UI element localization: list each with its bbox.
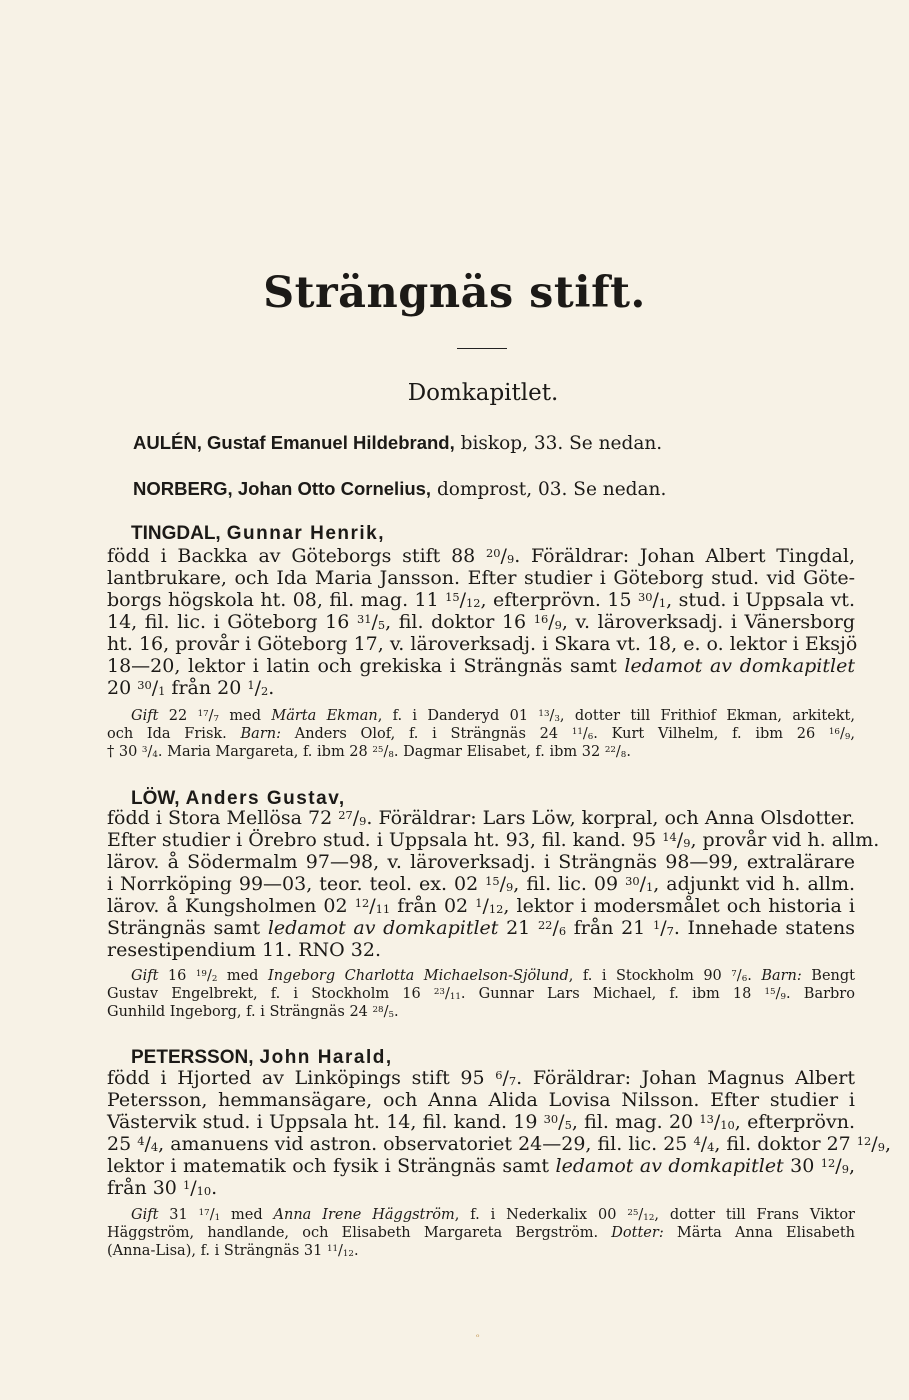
family-line: Gift 31 $^{17}/_1$ med Anna Irene Häggström, f. i Nederkalix 00 $^{25}/_{12}$, dotter till Frans Viktor [131,1207,855,1223]
entry-heading-petersson: PETERSSON, John Harald, [131,1047,393,1068]
entry-line: lärov. å Kungsholmen 02 $^{12}/_{11}$ från 02 $^1/_{12}$, lektor i modersmålet och historia i [107,895,855,917]
summary-aulen [133,432,662,454]
entry-line: borgs högskola ht. 08, fil. mag. 11 $^{15}/_{12}$, efterprövn. 15 $^{30}/_1$, stud. i Uppsala vt. [107,589,855,611]
entry-line: lektor i matematik och fysik i Strängnäs samt ledamot av domkapitlet 30 $^{12}/_9$, [107,1155,855,1177]
summary-text: domprost, 03. Se nedan. [431,479,667,500]
entry-line: Petersson, hemmansägare, och Anna Alida Lovisa Nilsson. Efter studier i [107,1089,855,1111]
entry-line: 20 $^{30}/_1$ från 20 $^1/_2$. [107,677,275,699]
summary-name: AULÉN, Gustaf Emanuel Hildebrand, [133,432,455,453]
page-title: Strängnäs stift. [263,268,646,318]
section-heading: Domkapitlet. [407,380,559,406]
family-line: Gift 16 $^{19}/_2$ med Ingeborg Charlotta Michaelson-Sjölund, f. i Stockholm 90 $^7/_6$. Barn: Bengt [131,968,855,984]
family-line: Häggström, handlande, och Elisabeth Margareta Bergström. Dotter: Märta Anna Elisabeth [107,1225,855,1241]
entry-line: ht. 16, provår i Göteborg 17, v. läroverksadj. i Skara vt. 18, e. o. lektor i Eksjö [107,633,858,655]
family-line: och Ida Frisk. Barn: Anders Olof, f. i Strängnäs 24 $^{11}/_6$. Kurt Vilhelm, f. ibm 26 $^{16}/_9$, [107,726,855,742]
summary-name: NORBERG, Johan Otto Cornelius, [133,478,432,499]
entry-line: 25 $^4/_4$, amanuens vid astron. observatoriet 24—29, fil. lic. 25 $^4/_4$, fil. doktor 27 $^{12}/_9$, [107,1133,891,1155]
entry-line: i Norrköping 99—03, teor. teol. ex. 02 $^{15}/_9$, fil. lic. 09 $^{30}/_1$, adjunkt vid h. allm. [107,873,855,895]
summary-text: biskop, 33. Se nedan. [454,433,663,454]
entry-line: född i Hjorted av Linköpings stift 95 $^6/_7$. Föräldrar: Johan Magnus Albert [107,1067,855,1089]
family-line: (Anna-Lisa), f. i Strängnäs 31 $^{11}/_{12}$. [107,1243,359,1259]
entry-line: Strängnäs samt ledamot av domkapitlet 21 $^{22}/_6$ från 21 $^1/_7$. Innehade statens [107,917,855,939]
entry-heading-low: LÖW, Anders Gustav, [131,788,346,809]
title-divider [457,348,507,349]
entry-heading-tingdal: TINGDAL, Gunnar Henrik, [131,523,386,544]
family-line: Gustav Engelbrekt, f. i Stockholm 16 $^{23}/_{11}$. Gunnar Lars Michael, f. ibm 18 $^{15}/_9$. Barbro [107,986,855,1002]
page-mark: ᵒ [476,1333,480,1343]
entry-line: född i Stora Mellösa 72 $^{27}/_9$. Föräldrar: Lars Löw, korpral, och Anna Olsdotter. [107,807,855,829]
family-line: Gunhild Ingeborg, f. i Strängnäs 24 $^{28}/_5$. [107,1004,399,1020]
entry-line: lärov. å Södermalm 97—98, v. läroverksadj. i Strängnäs 98—99, extralärare [107,851,855,873]
family-line: Gift 22 $^{17}/_7$ med Märta Ekman, f. i Danderyd 01 $^{13}/_3$, dotter till Frithiof Ekman, arkitekt, [131,708,855,724]
entry-line: Efter studier i Örebro stud. i Uppsala ht. 93, fil. kand. 95 $^{14}/_9$, provår vid h. allm. [107,829,880,851]
family-line: † 30 $^3/_4$. Maria Margareta, f. ibm 28 $^{25}/_8$. Dagmar Elisabet, f. ibm 32 $^{22}/_8$. [107,744,631,760]
entry-line: från 30 $^1/_{10}$. [107,1177,218,1199]
summary-norberg [133,478,666,500]
entry-line: resestipendium 11. RNO 32. [107,939,381,961]
entry-line: 18—20, lektor i latin och grekiska i Strängnäs samt ledamot av domkapitlet [107,655,855,677]
entry-line: 14, fil. lic. i Göteborg 16 $^{31}/_5$, fil. doktor 16 $^{16}/_9$, v. läroverksadj. i Vänersborg [107,611,855,633]
entry-line: lantbrukare, och Ida Maria Jansson. Efter studier i Göteborg stud. vid Göte- [107,567,855,589]
entry-line: Västervik stud. i Uppsala ht. 14, fil. kand. 19 $^{30}/_5$, fil. mag. 20 $^{13}/_{10}$, efterprövn. [107,1111,856,1133]
entry-line: född i Backka av Göteborgs stift 88 $^{20}/_9$. Föräldrar: Johan Albert Tingdal, [107,545,855,567]
